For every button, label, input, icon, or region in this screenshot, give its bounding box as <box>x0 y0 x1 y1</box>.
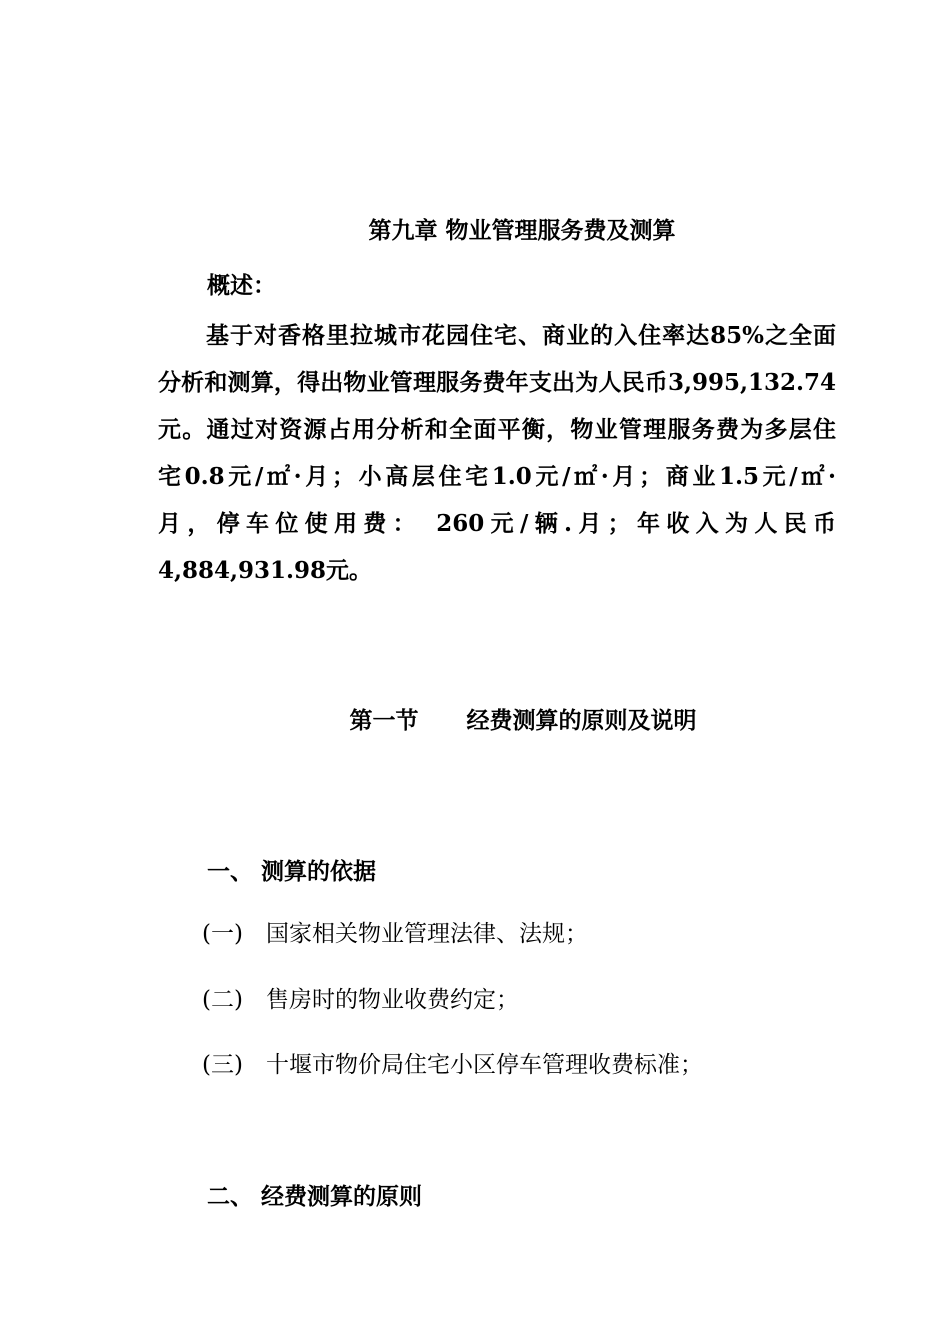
list-item-text: 国家相关物业管理法律、法规； <box>266 921 588 947</box>
paragraph-line: 宅0.8元/㎡·月；小高层住宅1.0元/㎡·月；商业1.5元/㎡· <box>158 463 836 490</box>
list-item-text: 十堰市物价局住宅小区停车管理收费标准； <box>266 1052 703 1078</box>
overview-paragraph <box>158 312 836 594</box>
paragraph-line: 元。通过对资源占用分析和全面平衡，物业管理服务费为多层住 <box>158 416 836 443</box>
section-title: 第一节 经费测算的原则及说明 <box>349 707 697 734</box>
list-marker: (三) <box>202 1052 243 1078</box>
list-item <box>202 981 519 1014</box>
list-item <box>202 1046 703 1079</box>
list-item <box>202 915 588 948</box>
overview-label: 概述： <box>207 272 276 299</box>
basis-heading: 一、 测算的依据 <box>207 858 377 885</box>
paragraph-line: 基于对香格里拉城市花园住宅、商业的入住率达85%之全面 <box>206 322 836 349</box>
list-item-text: 售房时的物业收费约定； <box>266 987 519 1013</box>
paragraph-line: 4,884,931.98元。 <box>158 557 373 584</box>
chapter-title: 第九章 物业管理服务费及测算 <box>368 217 676 244</box>
list-marker: (二) <box>202 987 243 1013</box>
list-marker: (一) <box>202 921 243 947</box>
paragraph-line: 月，停车位使用费： 260元/辆.月；年收入为人民币 <box>158 510 836 537</box>
principles-heading: 二、 经费测算的原则 <box>207 1183 423 1210</box>
paragraph-line: 分析和测算，得出物业管理服务费年支出为人民币3,995,132.74 <box>158 369 836 396</box>
